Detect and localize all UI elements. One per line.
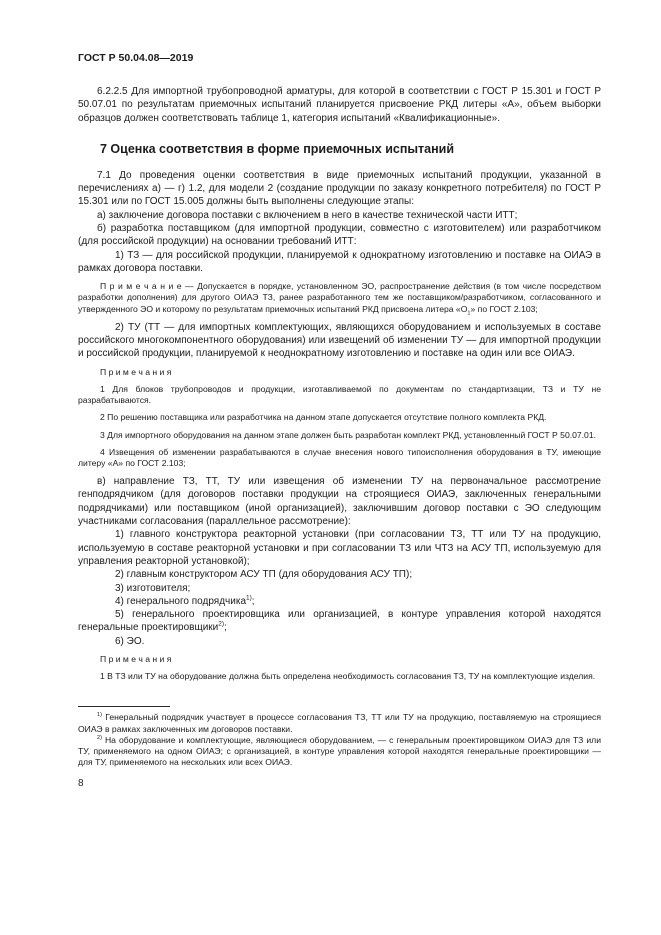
footnote-text: Генеральный подрядчик участвует в процессе согласования ТЗ, ТТ или ТУ на продукцию, поставляемую на строящиеся ОИАЭ в рамках заключенных им договоров поставки.: [78, 712, 601, 734]
note-3: [78, 430, 601, 441]
text-run: 3) изготовителя;: [115, 582, 191, 594]
text-run: 4) генерального подрядчика: [115, 595, 247, 607]
note-1: [78, 384, 601, 406]
subitem-v-3: [78, 582, 601, 595]
footnote-marker: 1): [97, 712, 102, 719]
subitem-b-1: [78, 249, 601, 276]
text-run: ;: [251, 595, 255, 607]
text-run: 1 В ТЗ или ТУ на оборудование должна быть определена необходимость согласования ТЗ, ТУ на комплектующие изделия.: [100, 671, 596, 682]
text-run: ;: [224, 622, 227, 634]
text-run: б) разработка поставщиком (для импортной продукции, совместно с изготовителем) или разработчиком (для российской продукции) на основании требований ИТТ:: [78, 223, 601, 248]
content-blocks: [78, 85, 601, 682]
item-a: [78, 209, 601, 222]
footnote-text: На оборудование и комплектующие, являющиеся оборудованием, — с генеральным проектировщиком ОИАЭ для ТЗ или ТУ, применяемого на одном ОИАЭ; с организацией, в контуре управления которой находятся генеральные проектировщики — для ТУ, применяемого на нескольких или всех ОИАЭ.: [78, 734, 601, 768]
text-run: 6) ЭО.: [115, 635, 145, 647]
item-v: [78, 475, 601, 528]
text-run: 2 По решению поставщика или разработчика на данном этапе допускается отсутствие полного комплекта РКД.: [100, 412, 547, 423]
notes-header-1: [78, 367, 601, 378]
text-run: 5) генерального проектировщика или организацией, в контуре управления которой находятся генеральные проектировщики: [78, 609, 601, 634]
text-run: 7 Оценка соответствия в форме приемочных испытаний: [100, 141, 455, 156]
text-run: 1 Для блоков трубопроводов и продукции, изготавливаемой по документам по стандартизации, ТЗ и ТУ не разрабатываются.: [78, 383, 601, 406]
section-7-heading: [78, 142, 601, 157]
subitem-v-1: [78, 528, 601, 568]
text-run: 6.2.2.5 Для импортной трубопроводной арматуры, для которой в соответствии с ГОСТ Р 15.301 и ГОСТ Р 50.07.01 по результатам приемочных испытаний планируется присвоение РКД литеры «А», объем выборки образцов должен соответствовать таблице 1, категория испытаний «Квалификационные».: [78, 86, 601, 124]
text-run: 2) ТУ (ТТ — для импортных комплектующих, являющихся оборудованием и используемых в составе российского многокомпонентного оборудования) или извещений об изменении ТУ — для импортной продукции и российской продукции, планируемой к неоднократному изготовлению и поставке на один или все ОИАЭ.: [78, 321, 601, 360]
text-run: 1) главного конструктора реакторной установки (при согласовании ТЗ, ТТ или ТУ на продукцию, используемую в составе реакторной установки и при согласовании ТЗ или ЧТЗ на АСУ ТП, используемую для управления реакторной установкой);: [78, 529, 601, 567]
text-run: 4 Извещения об изменении разрабатываются в случае внесения нового типоисполнения оборудования в ТУ, имеющие литеру «А» по ГОСТ 2.103;: [78, 446, 601, 468]
note-b2-1: [78, 671, 601, 682]
text-run: П р и м е ч а н и я: [100, 654, 172, 665]
notes-header-2: [78, 654, 601, 665]
footnote-2: [78, 735, 601, 769]
para-6-2-2-5: [78, 85, 601, 125]
text-run: 2) главным конструктором АСУ ТП (для оборудования АСУ ТП);: [115, 569, 413, 581]
subitem-v-5: [78, 608, 601, 635]
superscript-ref: 1): [246, 594, 252, 602]
page-number: 8: [78, 778, 84, 790]
footnotes: [78, 712, 601, 768]
subscript-text: 1: [467, 310, 471, 317]
footnote-marker: 2): [97, 735, 102, 741]
subitem-v-6: [78, 635, 601, 648]
text-run: П р и м е ч а н и я: [100, 366, 172, 377]
text-run: 1) ТЗ — для российской продукции, планируемой к однократному изготовлению и поставке на ОИАЭ в рамках договора поставки.: [78, 249, 601, 274]
text-run: 3 Для импортного оборудования на данном этапе должен быть разработан комплект РКД, установленный ГОСТ Р 50.07.01.: [100, 429, 597, 440]
note-2: [78, 412, 601, 423]
para-7-1: [78, 169, 601, 209]
footnote-1: [78, 712, 601, 734]
text-run: » по ГОСТ 2.103;: [470, 303, 538, 314]
subitem-b-2: [78, 321, 601, 361]
superscript-ref: 2): [218, 621, 225, 629]
note-single: [78, 281, 601, 315]
text-run: П р и м е ч а н и е — Допускается в порядке, установленном ЭО, распространение действия (в том числе посредством разработки дополнения) для другого ОИАЭ ТЗ, ранее разработанного тем же поставщиком/разработчиком, согласованного и утвержденного ЭО и которому по результатам приемочных испытаний РКД присвоена литера «О: [78, 281, 601, 314]
subitem-v-4: [78, 595, 601, 608]
text-run: а) заключение договора поставки с включением в него в качестве технической части ИТТ;: [97, 209, 518, 221]
note-4: [78, 447, 601, 469]
footnote-separator: [78, 706, 170, 707]
running-header-standard-code: ГОСТ Р 50.04.08—2019: [78, 52, 194, 64]
item-b: [78, 222, 601, 249]
text-run: в) направление ТЗ, ТТ, ТУ или извещения об изменении ТУ на первоначальное рассмотрение генподрядчиком (для договоров поставки продукции на строящиеся ОИАЭ, заключенных генеральными подрядчиками) или поставщиком (иной организацией), заключившим договор поставки с ЭО следующим участниками согласования (параллельное рассмотрение):: [78, 476, 601, 528]
text-run: 7.1 До проведения оценки соответствия в виде приемочных испытаний продукции, указанной в перечислениях а) — г) 1.2, для модели 2 (создание продукции по заказу конкретного потребителя) по ГОСТ Р 15.301 или по ГОСТ 15.005 должны быть выполнены следующие этапы:: [78, 169, 601, 208]
subitem-v-2: [78, 568, 601, 581]
